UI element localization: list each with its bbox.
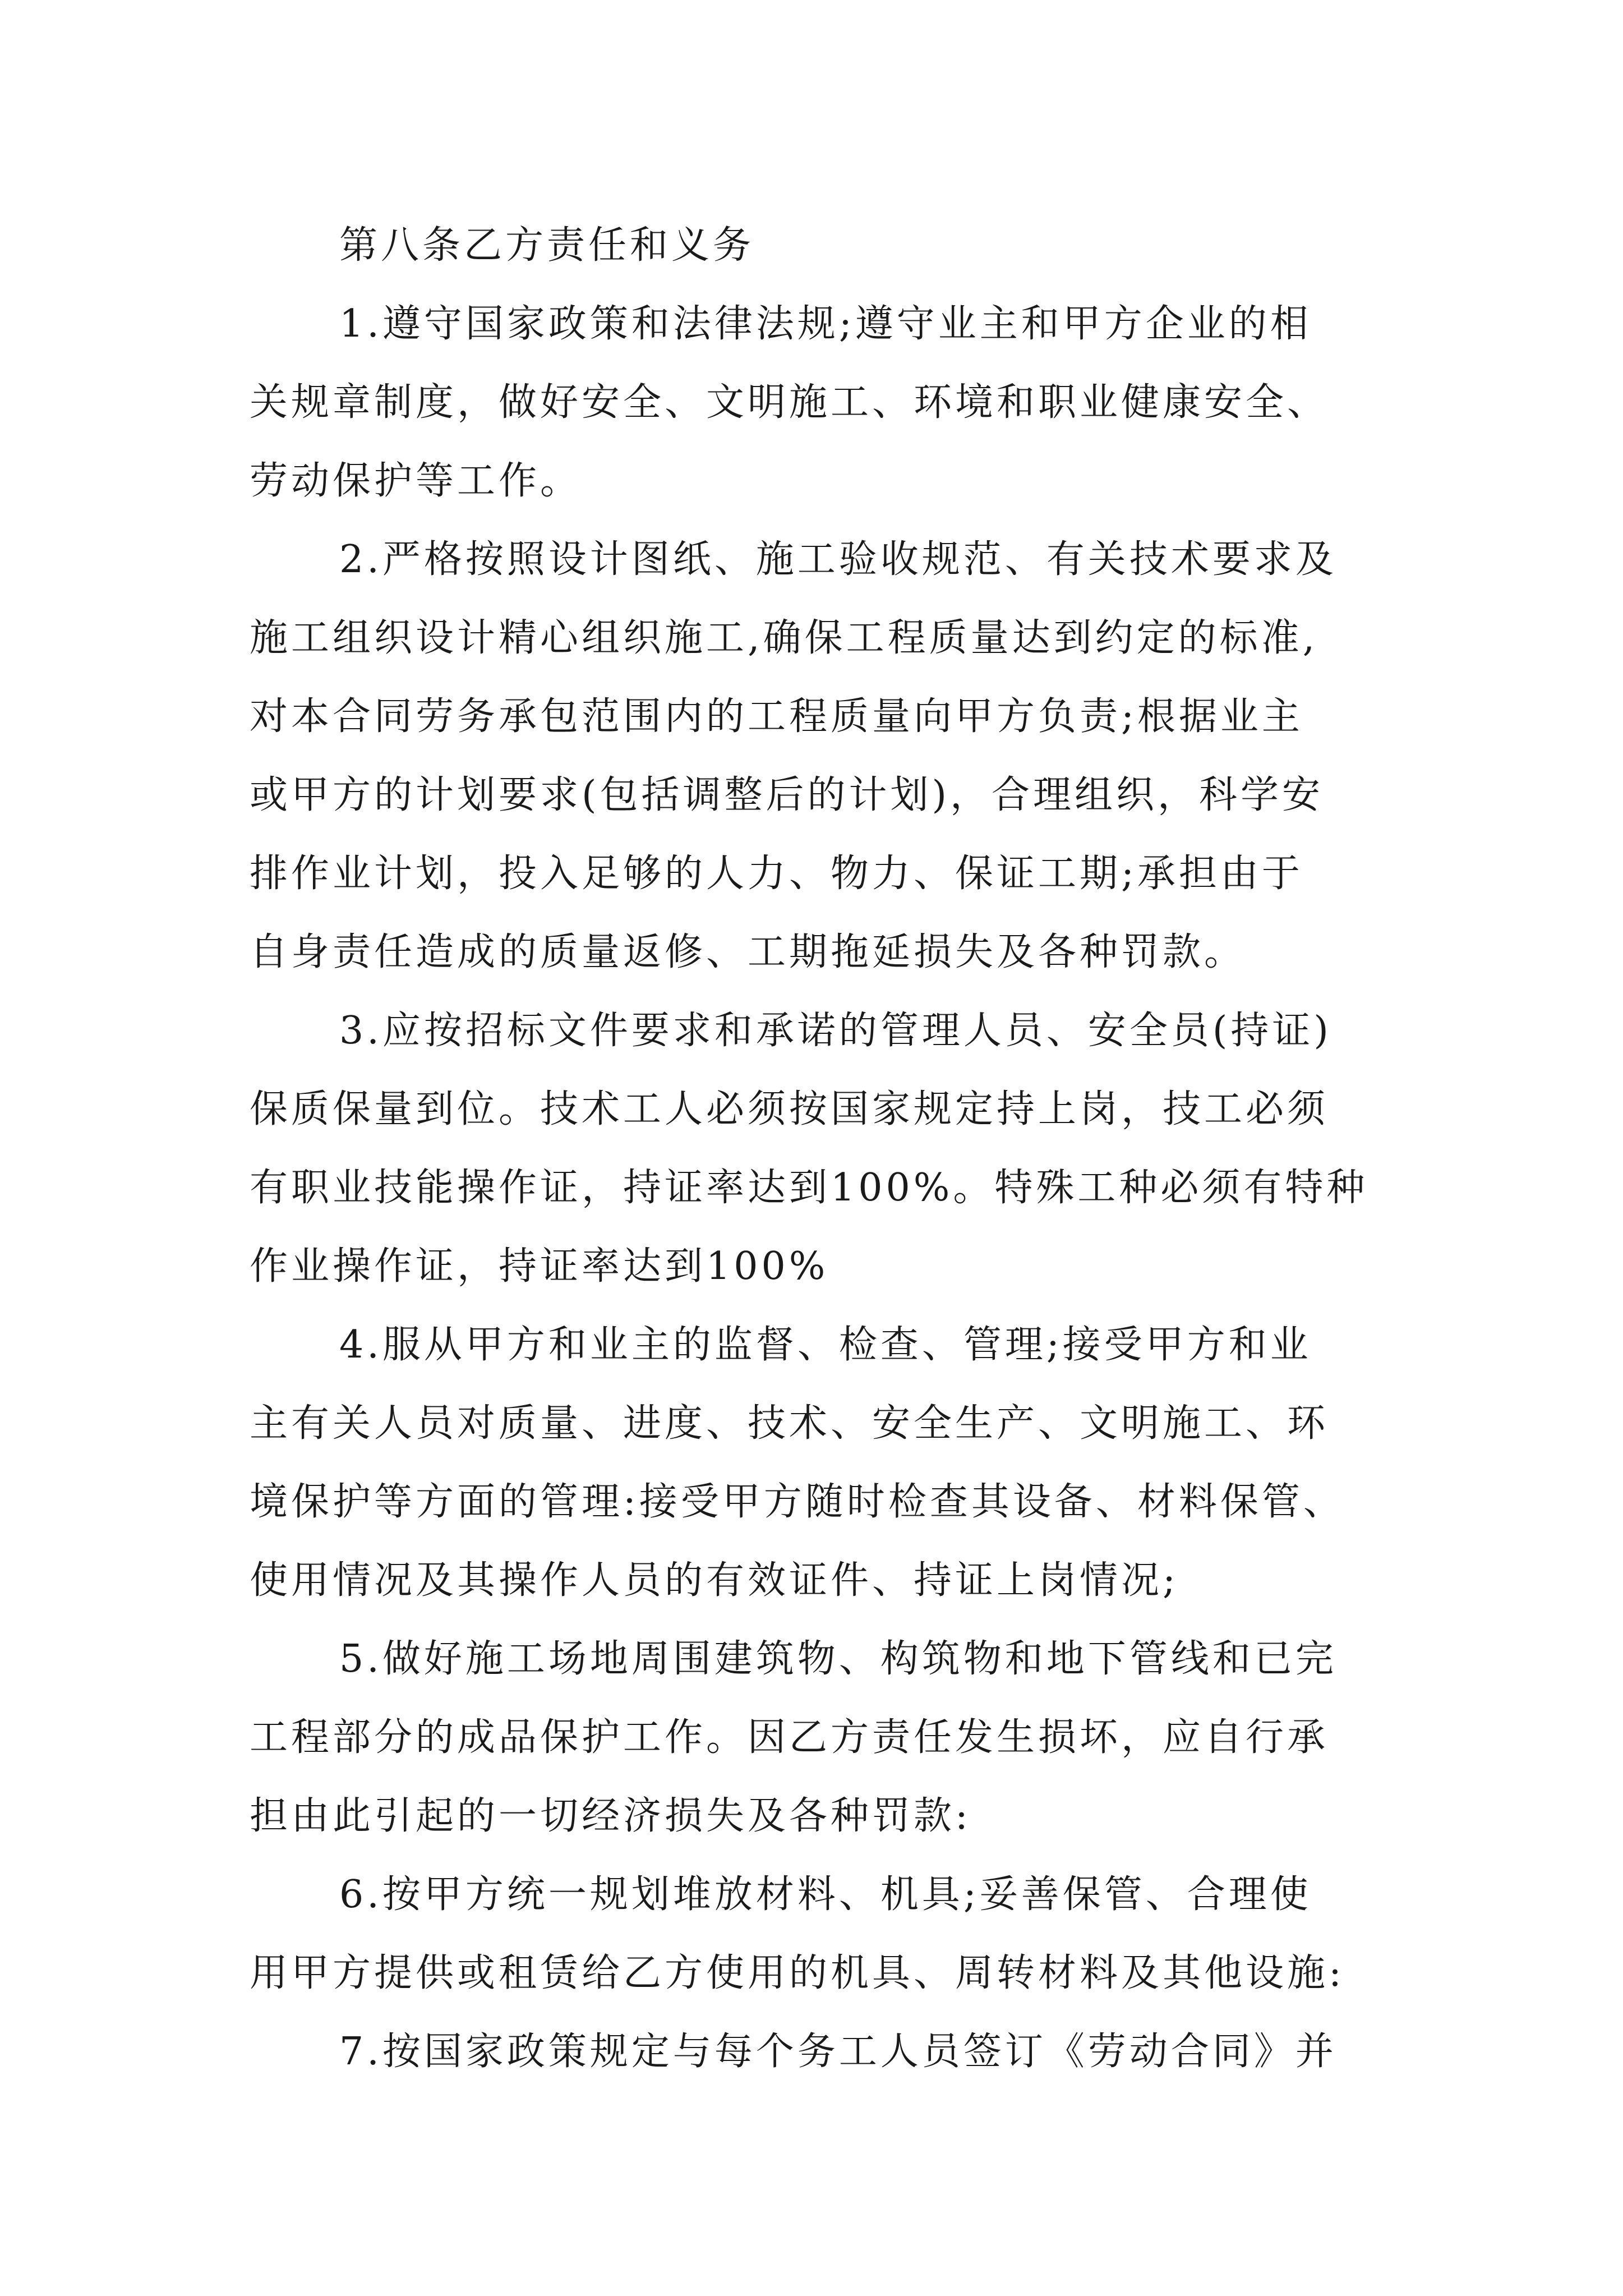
clause-line: 保质保量到位。技术工人必须按国家规定持上岗，技工必须 (250, 1087, 1329, 1131)
clause-line: 自身责任造成的质量返修、工期拖延损失及各种罚款。 (250, 930, 1246, 974)
clause-line: 或甲方的计划要求(包括调整后的计划)，合理组织，科学安 (250, 773, 1324, 817)
clause-line: 使用情况及其操作人员的有效证件、持证上岗情况; (250, 1558, 1179, 1603)
clause-7 (250, 2013, 1394, 2091)
clause-line: 境保护等方面的管理:接受甲方随时检查其设备、材料保管、 (250, 1480, 1345, 1524)
clause-line: 7.按国家政策规定与每个务工人员签订《劳动合同》并 (339, 2030, 1337, 2074)
clause-1 (250, 285, 1394, 521)
article-heading: 第八条乙方责任和义务 (339, 223, 755, 268)
clause-line: 5.做好施工场地周围建筑物、构筑物和地下管线和已完 (339, 1637, 1337, 1681)
clause-line: 施工组织设计精心组织施工,确保工程质量达到约定的标准, (250, 616, 1318, 660)
clause-4 (250, 1306, 1394, 1620)
clause-line: 6.按甲方统一规划堆放材料、机具;妥善保管、合理使 (339, 1872, 1312, 1917)
clause-line: 主有关人员对质量、进度、技术、安全生产、文明施工、环 (250, 1401, 1329, 1446)
clause-2 (250, 521, 1394, 992)
clause-line: 3.应按招标文件要求和承诺的管理人员、安全员(持证) (339, 1009, 1332, 1053)
clause-line: 4.服从甲方和业主的监督、检查、管理;接受甲方和业 (339, 1323, 1312, 1367)
clause-line: 用甲方提供或租赁给乙方使用的机具、周转材料及其他设施: (250, 1951, 1345, 1995)
clause-line: 有职业技能操作证，持证率达到100%。特殊工种必须有特种 (250, 1166, 1368, 1210)
clause-line: 1.遵守国家政策和法律法规;遵守业主和甲方企业的相 (339, 302, 1312, 346)
clause-3 (250, 992, 1394, 1306)
clause-line: 作业操作证，持证率达到100% (250, 1244, 829, 1289)
clause-line: 排作业计划，投入足够的人力、物力、保证工期;承担由于 (250, 852, 1303, 896)
clause-line: 工程部分的成品保护工作。因乙方责任发生损坏，应自行承 (250, 1715, 1329, 1760)
clause-line: 关规章制度，做好安全、文明施工、环境和职业健康安全、 (250, 380, 1329, 425)
document-body (250, 206, 1394, 2091)
clause-5 (250, 1620, 1394, 1856)
clause-line: 劳动保护等工作。 (250, 459, 582, 503)
clause-line: 对本合同劳务承包范围内的工程质量向甲方负责;根据业主 (250, 694, 1303, 739)
clause-line: 2.严格按照设计图纸、施工验收规范、有关技术要求及 (339, 537, 1337, 582)
clause-line: 担由此引起的一切经济损失及各种罚款: (250, 1794, 971, 1838)
clause-6 (250, 1856, 1394, 2013)
